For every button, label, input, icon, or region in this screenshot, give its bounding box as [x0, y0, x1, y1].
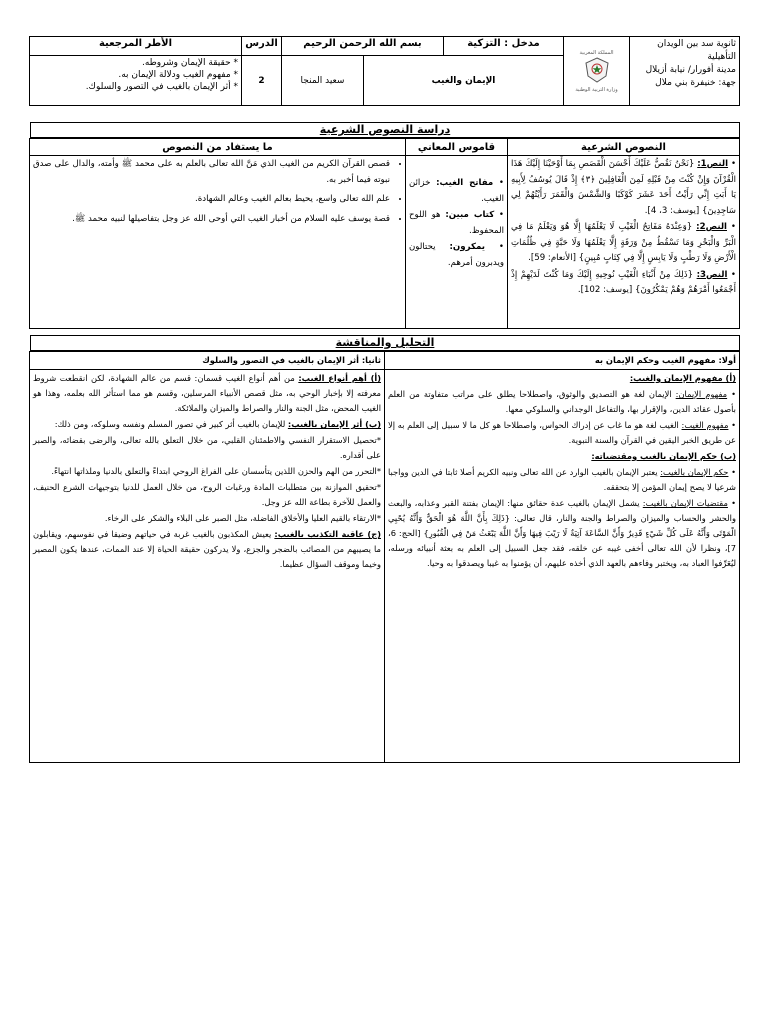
- ministry-logo: المملكة المغربية وزارة التربية الوطنية: [564, 37, 630, 106]
- school-name: ثانوية سد بين الويدان: [657, 39, 736, 49]
- lesson-label: الدرس: [242, 37, 282, 56]
- texts-table: [29, 138, 740, 329]
- header-table: [29, 36, 740, 106]
- basmala: بسم الله الرحمن الرحيم: [282, 37, 444, 56]
- analysis-table: [29, 351, 740, 763]
- ghayb-definition: • مفهوم الغيب: الغيب لغة هو ما غاب عن إدراك الحواس، واصطلاحا هو كل ما لا سبيل إلى العلم به إلا عن طريق الخبر اليقين في القرآن والسنة النبوية.: [388, 420, 737, 445]
- entry-label: مدخل : التزكية: [444, 37, 564, 56]
- ref-item: * مفهوم الغيب ودلالة الإيمان به.: [118, 70, 238, 80]
- lesson-sheet: [30, 36, 740, 763]
- second-c: (ج) عاقبة التكذيب بالغيب: يعيش المكذبون بالغيب غربة في حياتهم وضيقا في نفوسهم، ويقابلون ما يصيبهم من المصائب بالضجر والجزع، ولا يدركون حقيقة الحياة إلا عند الممات، عندها يكون المصير وخيما وموقف السؤال عظيما.: [33, 529, 381, 569]
- text-item: • النص1: {نَحْنُ نَقُصُّ عَلَيْكَ أَحْسَنَ الْقَصَصِ بِمَا أَوْحَيْنَا إِلَيْكَ هَذَا الْقُرْآنَ وَإِنْ كُنْتَ مِنْ قَبْلِهِ لَمِنَ الْغَافِلِينَ ﴿٣﴾ إِذْ قَالَ يُوسُفُ لِأَبِيهِ يَا أَبَتِ إِنِّي رَأَيْتُ أَحَدَ عَشَرَ كَوْكَبًا وَالشَّمْسَ وَالْقَمَرَ رَأَيْتُهُمْ لِي سَاجِدِينَ} [يوسف: 3، 4].: [511, 159, 737, 216]
- second-a: (أ) أهم أنواع الغيب: من أهم أنواع الغيب قسمان: قسم من عالم الشهادة، لكن انقطعت شروط معرفته إلا بإخبار الوحي به، مثل قصص الأنبياء المرسلين، وقسم هو مما استأثر الله بعلمه، وهذا هو الغيب المحض، مثل الجنة والنار والصراط والميزان والملائكة.: [33, 373, 381, 413]
- ref-item: * أثر الإيمان بالغيب في التصور والسلوك.: [85, 82, 238, 92]
- text-item: • النص2: {وَعِنْدَهُ مَفَاتِحُ الْغَيْبِ لَا يَعْلَمُهَا إِلَّا هُوَ وَيَعْلَمُ مَا فِي الْبَرِّ وَالْبَحْرِ وَمَا تَسْقُطُ مِنْ وَرَقَةٍ إِلَّا يَعْلَمُهَا وَلَا حَبَّةٍ فِي ظُلُمَاتِ الْأَرْضِ وَلَا رَطْبٍ وَلَا يَابِسٍ إِلَّا فِي كِتَابٍ مُبِينٍ} [الأنعام: 59].: [511, 222, 736, 263]
- school-city: مدينة أفورار/ نيابة أزيلال: [645, 65, 736, 75]
- effect-item: *التحرر من الهم والحزن اللذين يتأسسان على الفراغ الروحي ابتداءً والتعلق بالدنيا وملذاتها انتهاءً.: [51, 466, 381, 476]
- col-second-header: ثانيا: أثر الإيمان بالغيب في التصور والسلوك: [30, 352, 385, 370]
- teacher-name: سعيد المنجا: [282, 56, 364, 106]
- ref-item: * حقيقة الإيمان وشروطه.: [141, 58, 238, 68]
- school-info: [630, 37, 740, 106]
- first-b-title: (ب) حكم الإيمان بالغيب ومقتضياته:: [591, 451, 736, 461]
- hukm-text: • حكم الإيمان بالغيب: يعتبر الإيمان بالغيب الوارد عن الله تعالى ونبيه الكريم أصلا ثابتا في الدين وواجبا شرعيا لا يصح إيمان المؤمن إلا بتحققه.: [388, 467, 737, 492]
- first-a-title: (أ) مفهوم الإيمان والغيب:: [629, 373, 736, 383]
- lesson-number: 2: [242, 56, 282, 106]
- vocab-item: • مفاتح الغيب: خزائن الغيب.: [409, 178, 504, 204]
- effect-item: *تحقيق الموازنة بين متطلبات المادة ورغبات الروح، من خلال العمل للدنيا بتوجيهات الشرع الحنيف، والعمل للآخرة بطاعة الله عز وجل.: [33, 482, 381, 507]
- lessons-cell: [30, 156, 406, 329]
- second-cell: [30, 370, 385, 763]
- effect-item: *الارتقاء بالقيم العليا والأخلاق الفاضلة، مثل الصبر على البلاء والشكر على الرخاء.: [104, 513, 381, 523]
- col-vocab-header: قاموس المعاني: [406, 139, 508, 156]
- col-texts-header: النصوص الشرعية: [508, 139, 740, 156]
- vocab-item: • كتاب مبين: هو اللوح المحفوظ.: [409, 210, 504, 236]
- lesson-title: الإيمان والغيب: [364, 56, 564, 106]
- text-item: • النص3: {ذَلِكَ مِنْ أَنْبَاءِ الْغَيْبِ نُوحِيهِ إِلَيْكَ وَمَا كُنْتَ لَدَيْهِمْ إِذْ أَجْمَعُوا أَمْرَهُمْ وَهُمْ يَمْكُرُونَ} [يوسف: 102].: [511, 269, 736, 295]
- effect-item: *تحصيل الاستقرار النفسي والاطمئنان القلبي، من خلال التعلق بالله تعالى، والرضى بقضائه، والصبر على أقداره.: [33, 435, 381, 460]
- muqtadayat-text: • مقتضيات الإيمان بالغيب: يشمل الإيمان بالغيب عدة حقائق منها: الإيمان بفتنة القبر وعذابه، والبعث والحشر والحساب والميزان والصراط والجنة والنار، قال تعالى: {ذَلِكَ بِأَنَّ اللَّهَ هُوَ الْحَقُّ وَأَنَّهُ يُحْيِي الْمَوْتَى وَأَنَّهُ عَلَى كُلِّ شَيْءٍ قَدِيرٌ وَأَنَّ السَّاعَةَ آتِيَةٌ لَا رَيْبَ فِيهَا وَأَنَّ اللَّهَ يَبْعَثُ مَنْ فِي الْقُبُورِ} [الحج: 6، 7]، ونظرا لأن الله تعالى أخفى غيبه عن خلقه، فقد جعل السبيل إلى العلم به بعثة أنبيائه ورسله، ليُعَرِّفوا العباد به، ويختبر وفاءهم بالعهد الذي أخذه عليهم، أن يؤمنوا به غيبا ويصدقوا به وحيا.: [388, 498, 736, 568]
- refs-list: [30, 56, 242, 106]
- iman-definition: • مفهوم الإيمان: الإيمان لغة هو التصديق والوثوق، واصطلاحا يطلق على مراتب متفاوتة من العلم بأصول عقائد الدين، والإقرار بها، والتفاعل الوجداني والسلوكي معها.: [388, 389, 737, 414]
- vocab-cell: [406, 156, 508, 329]
- vocab-item: • يمكرون: يحتالون ويدبرون أمرهم.: [409, 242, 504, 268]
- texts-cell: [508, 156, 740, 329]
- texts-section-title: دراسة النصوص الشرعية: [30, 122, 740, 138]
- col-first-header: أولا: مفهوم الغيب وحكم الإيمان به: [385, 352, 740, 370]
- first-cell: [385, 370, 740, 763]
- lesson-item: • علم الله تعالى واسع، يحيط بعالم الغيب وعالم الشهادة.: [33, 192, 390, 208]
- second-b: (ب) أثر الإيمان بالغيب: للإيمان بالغيب أثر كبير في تصور المسلم ونفسه وسلوكه، ومن ذلك:: [54, 419, 381, 429]
- lesson-item: • قصص القرآن الكريم من الغيب الذي مَنَّ الله تعالى بالعلم به على محمد ﷺ وأمته، والدال على صدق نبوته فيما أخبر به.: [33, 157, 390, 188]
- refs-label: الأطر المرجعية: [30, 37, 242, 56]
- school-region: جهة: خنيفرة بني ملال: [655, 78, 736, 88]
- col-lessons-header: ما يستفاد من النصوص: [30, 139, 406, 156]
- crest-icon: [582, 56, 612, 84]
- analysis-section-title: التحليل والمناقشة: [30, 335, 740, 351]
- school-type: التأهيلية: [707, 52, 736, 62]
- lesson-item: • قصة يوسف عليه السلام من أخبار الغيب التي أوحى الله عز وجل بتفاصيلها لنبيه محمد ﷺ.: [33, 212, 390, 228]
